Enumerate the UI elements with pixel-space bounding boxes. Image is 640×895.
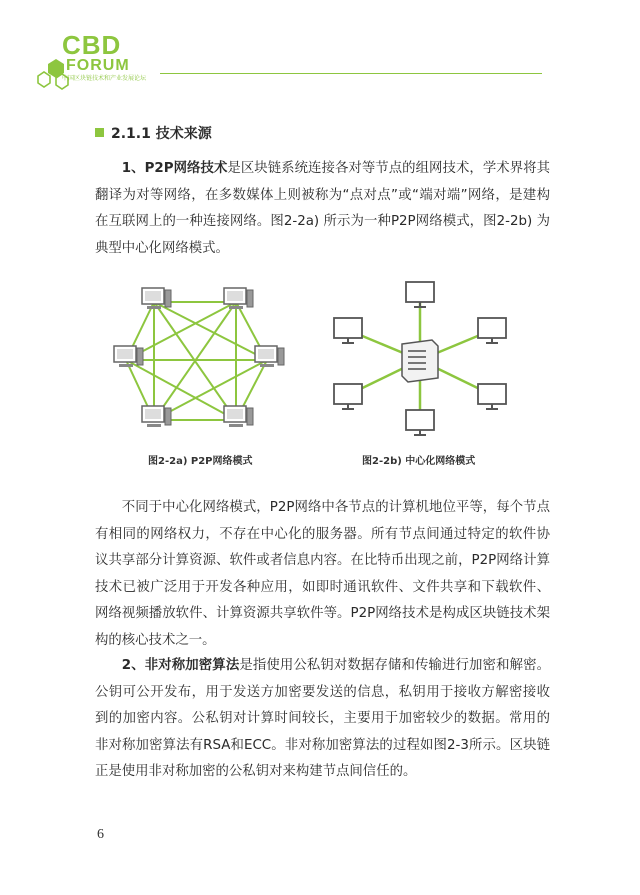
server-icon xyxy=(402,340,438,382)
p2p-network-diagram xyxy=(112,280,292,445)
asymmetric-text: 是指使用公私钥对数据存储和传输进行加密和解密。公钥可公开发布，用于发送方加密要发送的信息，私钥用于接收方解密接收到的加密内容。公私钥对计算时间较长，主要用于加密较少的数据。常用的非对称加密算法有RSA和ECC。非对称加密算法的过程如图2-3所示。区块链正是使用非对称加密的公私钥对来构建节点间信任的。 xyxy=(95,658,550,779)
monitor-icon xyxy=(334,318,362,343)
centralized-network-diagram xyxy=(330,280,510,445)
heading-square-icon xyxy=(95,128,104,137)
asymmetric-lead: 2、非对称加密算法 xyxy=(121,658,240,673)
logo-forum: FORUM xyxy=(66,57,130,74)
monitor-icon xyxy=(478,384,506,409)
section-heading xyxy=(95,124,212,144)
logo-subtitle: 中国区块链技术和产业发展论坛 xyxy=(62,75,147,82)
page-number: 6 xyxy=(97,827,104,842)
p2p-text: 是区块链系统连接各对等节点的组网技术，学术界将其翻译为对等网络，在多数媒体上则被称为“点对点”或“端对端”网络，是建构在互联网上的一种连接网络。图2-2a) 所示为一种P2P网络模式，图2-2b) 为典型中心化网络模式。 xyxy=(95,161,550,256)
monitor-icon xyxy=(478,318,506,343)
p2p-lead: 1、P2P网络技术 xyxy=(121,161,228,176)
paragraph-p2p-detail: 不同于中心化网络模式，P2P网络中各节点的计算机地位平等，每个节点有相同的网络权力，不存在中心化的服务器。所有节点间通过特定的软件协议共享部分计算资源、软件或者信息内容。在比特币出现之前，P2P网络计算技术已被广泛用于开发各种应用，如即时通讯软件、文件共享和下载软件、网络视频播放软件、计算资源共享软件等。P2P网络技术是构成区块链技术架构的核心技术之一。 xyxy=(95,500,550,648)
paragraph-asymmetric xyxy=(95,653,550,786)
section-heading-text: 2.1.1 技术来源 xyxy=(111,126,212,142)
monitor-icon xyxy=(334,384,362,409)
logo-text: CBD xyxy=(62,30,122,60)
header-rule xyxy=(160,73,542,74)
figure-caption-a: 图2-2a) P2P网络模式 xyxy=(148,456,253,467)
computer-icon xyxy=(224,406,253,427)
figure-caption-b: 图2-2b) 中心化网络模式 xyxy=(362,456,476,467)
paragraph-p2p xyxy=(95,156,550,262)
monitor-icon xyxy=(406,282,434,307)
computer-icon xyxy=(142,406,171,427)
monitor-icon xyxy=(406,410,434,435)
